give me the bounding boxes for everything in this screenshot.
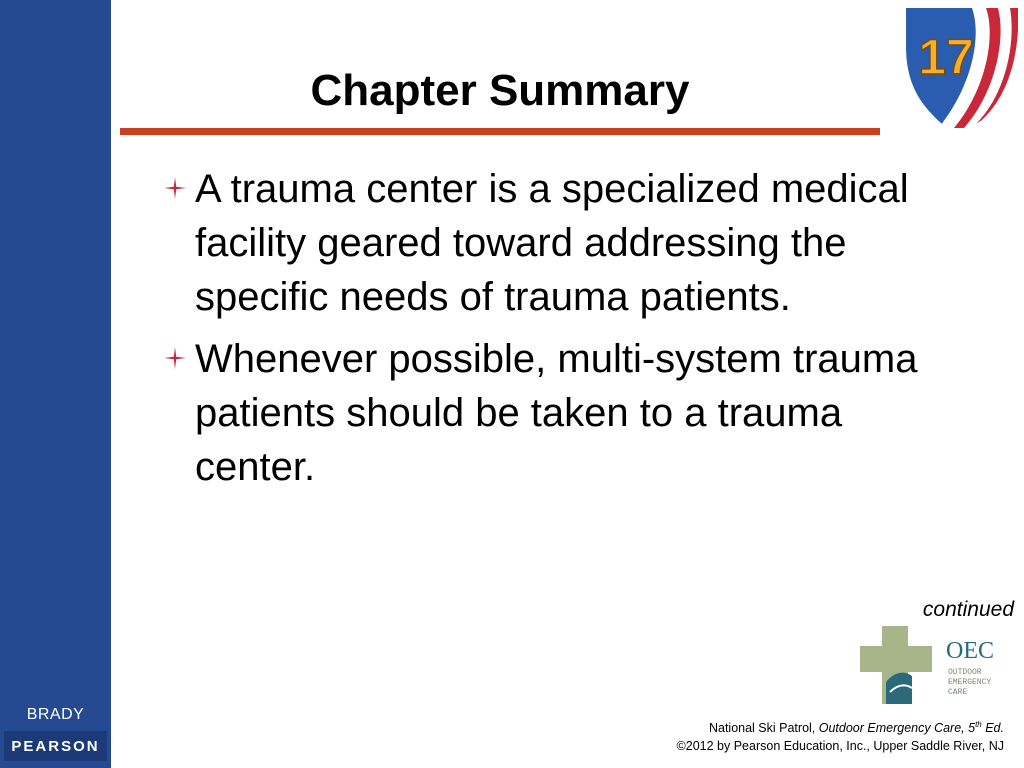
chapter-number: 17	[918, 29, 974, 85]
oec-line3: CARE	[948, 688, 968, 697]
footer-copyright: ©2012 by Pearson Education, Inc., Upper Saddle River, NJ	[676, 739, 1004, 754]
oec-line2: EMERGENCY	[948, 678, 992, 687]
title-underline	[120, 128, 880, 135]
continued-label: continued	[922, 598, 1014, 621]
oec-logo-icon	[860, 626, 1010, 706]
oec-letters: OEC	[946, 638, 994, 664]
footer-book-title: Outdoor Emergency Care, 5th Ed.	[818, 720, 1004, 736]
sparkle-bullet-icon	[155, 332, 195, 370]
brady-label: BRADY	[26, 706, 85, 723]
pearson-logo: PEARSON	[4, 731, 107, 761]
chapter-badge-icon	[902, 6, 1018, 130]
oec-line1: OUTDOOR	[948, 668, 982, 677]
bullet-item	[155, 162, 955, 324]
footer-publisher: National Ski Patrol,	[708, 721, 819, 736]
bullet-text: A trauma center is a specialized medical facility geared toward addressing the specific needs of trauma patients.	[195, 167, 909, 319]
bullet-text: Whenever possible, multi-system trauma patients should be taken to a trauma center.	[195, 337, 918, 489]
sparkle-bullet-icon	[155, 162, 195, 200]
slide-title: Chapter Summary	[310, 66, 690, 115]
footer-credits	[677, 716, 1004, 755]
left-sidebar	[0, 0, 111, 768]
bullet-item	[155, 332, 955, 494]
footer-line-1	[677, 716, 1004, 737]
bullet-list	[155, 162, 955, 502]
